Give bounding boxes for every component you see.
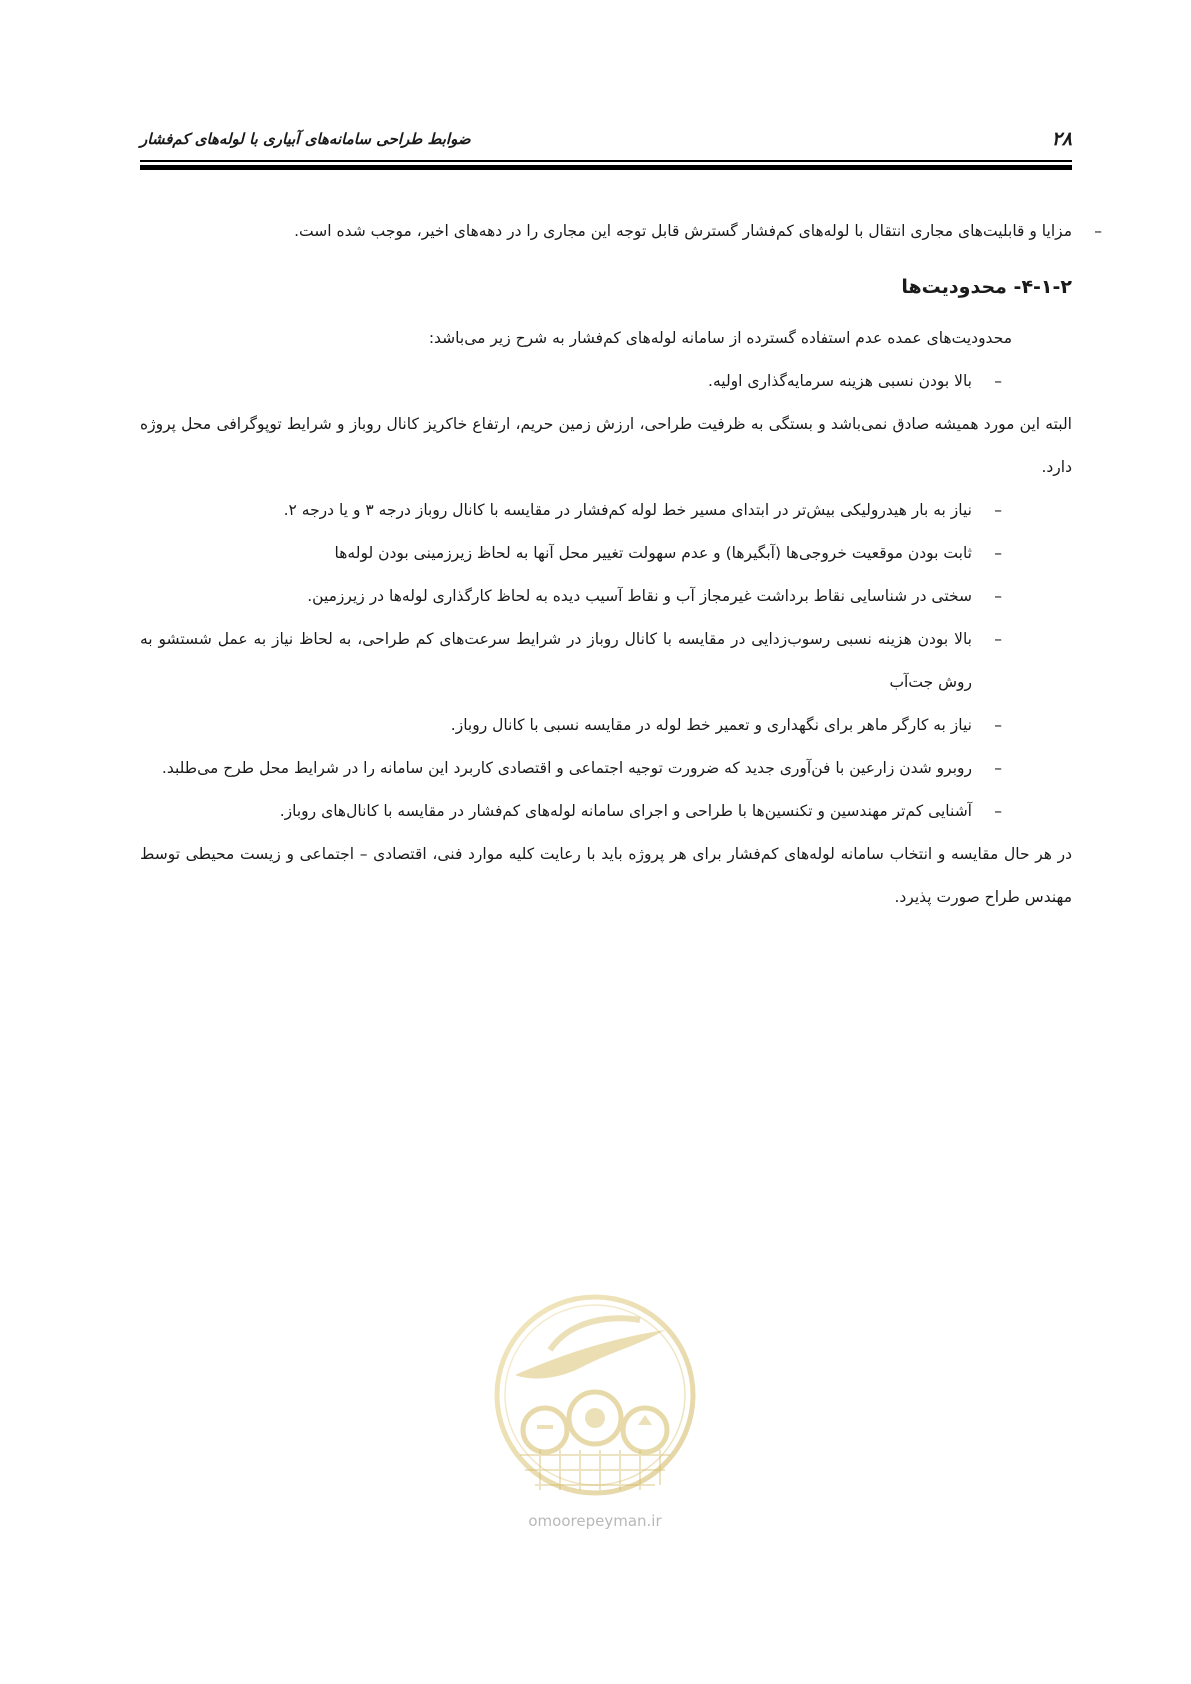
page-header bbox=[140, 128, 1072, 158]
bullet-dash: – bbox=[1094, 222, 1102, 240]
list-item bbox=[140, 360, 1072, 403]
section-note: البته این مورد همیشه صادق نمی‌باشد و بستگی به ظرفیت طراحی، ارزش زمین حریم، ارتفاع خاکریز کانال روباز و شرایط توپوگرافی محل پروژه دارد. bbox=[140, 415, 1072, 476]
section-heading: ۴-۱-۲- محدودیت‌ها bbox=[901, 276, 1072, 298]
bullet-dash: – bbox=[994, 716, 1002, 734]
list-item-text: سختی در شناسایی نقاط برداشت غیرمجاز آب و نقاط آسیب دیده به لحاظ کارگذاری لوله‌ها در زیرزمین. bbox=[307, 587, 972, 605]
intro-bullet-text: مزایا و قابلیت‌های مجاری انتقال با لوله‌های کم‌فشار گسترش قابل توجه این مجاری را در دهه‌های اخیر، موجب شده است. bbox=[294, 222, 1072, 240]
bullet-dash: – bbox=[994, 587, 1002, 605]
list-item bbox=[140, 790, 1072, 833]
page-number: ۲۸ bbox=[1051, 128, 1072, 150]
list-item-text: نیاز به کارگر ماهر برای نگهداری و تعمیر خط لوله در مقایسه نسبی با کانال روباز. bbox=[450, 716, 972, 734]
watermark-url bbox=[490, 1512, 700, 1530]
bullet-dash: – bbox=[994, 630, 1002, 648]
watermark-url-text: omoorepeyman.ir bbox=[528, 1512, 662, 1530]
page-body bbox=[140, 210, 1102, 919]
list-item bbox=[140, 704, 1072, 747]
list-item-text: ثابت بودن موقعیت خروجی‌ها (آبگیرها) و عدم سهولت تغییر محل آنها به لحاظ زیرزمینی بودن لوله‌ها bbox=[334, 544, 972, 562]
list-item-text: نیاز به بار هیدرولیکی بیش‌تر در ابتدای مسیر خط لوله کم‌فشار در مقایسه با کانال روباز درجه ۳ و یا درجه ۲. bbox=[283, 501, 972, 519]
running-title: ضوابط طراحی سامانه‌های آبیاری با لوله‌های کم‌فشار bbox=[140, 130, 471, 148]
list-item bbox=[140, 618, 1072, 704]
list-item bbox=[140, 747, 1072, 790]
bullet-dash: – bbox=[994, 802, 1002, 820]
bullet-dash: – bbox=[994, 544, 1002, 562]
list-item-text: بالا بودن نسبی هزینه سرمایه‌گذاری اولیه. bbox=[708, 372, 972, 390]
intro-bullet bbox=[140, 210, 1102, 253]
watermark-logo-icon bbox=[490, 1290, 700, 1500]
list-item bbox=[140, 489, 1072, 532]
bullet-dash: – bbox=[994, 759, 1002, 777]
header-rule-thick bbox=[140, 165, 1072, 170]
list-item bbox=[140, 532, 1072, 575]
list-item-text: آشنایی کم‌تر مهندسین و تکنسین‌ها با طراحی و اجرای سامانه لوله‌های کم‌فشار در مقایسه با کانال‌های روباز. bbox=[279, 802, 972, 820]
bullet-dash: – bbox=[994, 501, 1002, 519]
header-rule-thin bbox=[140, 160, 1072, 162]
list-item-text: بالا بودن هزینه نسبی رسوب‌زدایی در مقایسه با کانال روباز در شرایط سرعت‌های کم طراحی، به لحاظ نیاز به عمل شستشو به روش جت‌آب bbox=[140, 630, 972, 691]
list-item bbox=[140, 575, 1072, 618]
list-item-text: روبرو شدن زارعین با فن‌آوری جدید که ضرورت توجیه اجتماعی و اقتصادی کاربرد این سامانه را در شرایط محل طرح می‌طلبد. bbox=[161, 759, 972, 777]
section-conclusion: در هر حال مقایسه و انتخاب سامانه لوله‌های کم‌فشار برای هر پروژه باید با رعایت کلیه موارد فنی، اقتصادی – اجتماعی و زیست محیطی توسط مهندس طراح صورت پذیرد. bbox=[140, 845, 1072, 906]
section-intro: محدودیت‌های عمده عدم استفاده گسترده از سامانه لوله‌های کم‌فشار به شرح زیر می‌باشد: bbox=[428, 329, 1012, 347]
bullet-dash: – bbox=[994, 372, 1002, 390]
